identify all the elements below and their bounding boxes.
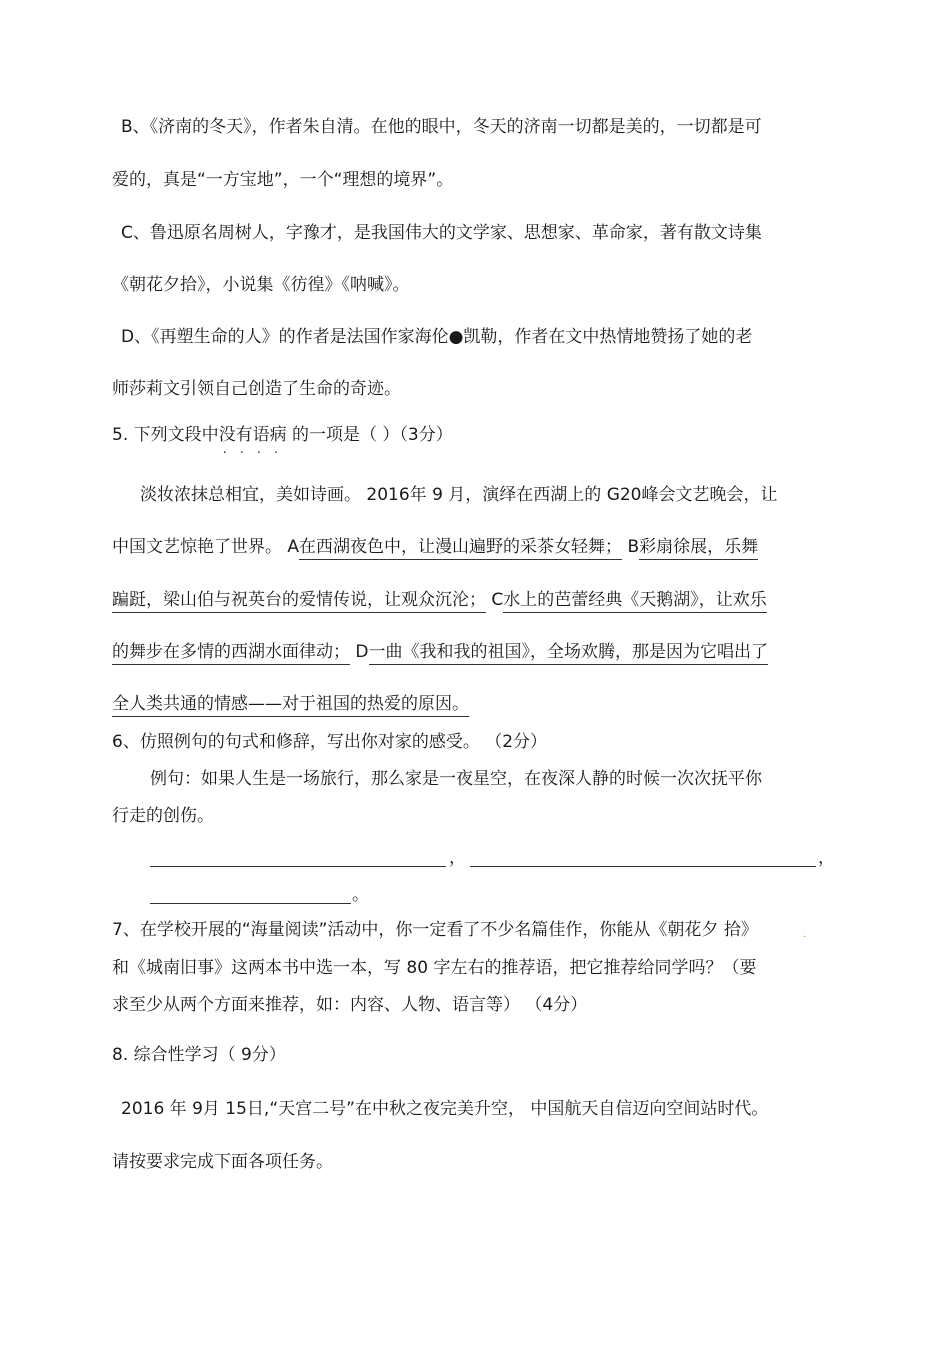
- q5-sentence-c-end: 的舞步在多情的西湖水面律动；: [112, 642, 350, 665]
- q4-option-b-line2: 爱的，真是“一方宝地”，一个“理想的境界”。: [112, 170, 454, 190]
- q4-option-d-line1: D、《再塑生命的人》的作者是法国作家海伦●凯勒，作者在文中热情地赞扬了她的老: [121, 327, 753, 347]
- q4-option-d-line2: 师莎莉文引领自己创造了生命的奇迹。: [112, 379, 401, 399]
- q5-passage-line2: [112, 535, 758, 559]
- q5-label-b: B: [622, 537, 640, 557]
- q8-intro-line1: 2016 年 9月 15日,“天宫二号”在中秋之夜完美升空， 中国航天自信迈向空间站时代。: [121, 1099, 769, 1119]
- q8-intro-line2: 请按要求完成下面各项任务。: [112, 1152, 333, 1172]
- q6-comma-2: ，: [818, 848, 835, 868]
- q5-sentence-d-end: 全人类共通的情感——对于祖国的热爱的原因。: [112, 694, 469, 717]
- q4-option-b-line1: B、《济南的冬天》，作者朱自清。在他的眼中，冬天的济南一切都是美的，一切都是可: [121, 117, 762, 137]
- q6-example-line1: 例句：如果人生是一场旅行，那么家是一夜星空，在夜深人静的时候一次次抚平你: [150, 769, 762, 789]
- q7-line2: 和《城南旧事》这两本书中选一本，写 80 字左右的推荐语，把它推荐给同学吗？（要: [112, 958, 757, 978]
- q5-sentence-b-start: 彩扇徐展，乐舞: [639, 537, 758, 560]
- q5-passage-line2-pre: 中国文艺惊艳了世界。 A: [112, 537, 300, 557]
- q5-sentence-b-end: 蹁跹，梁山伯与祝英台的爱情传说，让观众沉沦；: [112, 590, 486, 613]
- q5-stem: [112, 423, 453, 447]
- q6-example-line2: 行走的创伤。: [112, 806, 214, 826]
- q6-answer-blank-2[interactable]: [470, 866, 816, 867]
- q5-stem-pre: 5. 下列文段中: [112, 425, 219, 445]
- q5-passage-line4: [112, 640, 768, 664]
- q8-stem: 8. 综合性学习（ 9分）: [112, 1045, 286, 1065]
- q7-line1: 7、在学校开展的“海量阅读”活动中，你一定看了不少名篇佳作，你能从《朝花夕 拾》: [112, 920, 758, 940]
- q5-passage-line1: 淡妆浓抹总相宜，美如诗画。 2016年 9 月，演绎在西湖上的 G20峰会文艺晚会，让: [140, 485, 778, 505]
- q6-answer-blank-3[interactable]: [150, 903, 351, 904]
- q4-option-c-line2: 《朝花夕拾》，小说集《彷徨》《呐喊》。: [112, 275, 410, 295]
- q5-label-c: C: [486, 590, 504, 610]
- q5-sentence-a: 在西湖夜色中，让漫山遍野的采茶女轻舞；: [299, 537, 622, 560]
- q5-sentence-d-start: 一曲《我和我的祖国》，全场欢腾，那是因为它唱出了: [369, 642, 769, 665]
- q6-stem: 6、仿照例句的句式和修辞，写出你对家的感受。 （2分）: [112, 732, 548, 752]
- q5-sentence-c-start: 水上的芭蕾经典《天鹅湖》，让欢乐: [503, 590, 767, 613]
- q5-label-d: D: [350, 642, 369, 662]
- q5-passage-line5: [112, 692, 469, 716]
- q5-stem-post: 的一项是（ ）（3分）: [286, 425, 453, 445]
- q6-period: 。: [352, 885, 369, 905]
- q5-stem-emphasis: 没有语病 · · · ·: [219, 425, 287, 445]
- stray-mark-dot: .: [803, 929, 807, 940]
- q4-option-c-line1: C、鲁迅原名周树人，字豫才，是我国伟大的文学家、思想家、革命家，著有散文诗集: [121, 223, 762, 243]
- q6-comma-1: ，: [449, 848, 466, 868]
- q5-passage-line3: [112, 588, 767, 612]
- q7-line3: 求至少从两个方面来推荐，如：内容、人物、语言等） （4分）: [112, 995, 588, 1015]
- q6-answer-blank-1[interactable]: [150, 866, 446, 867]
